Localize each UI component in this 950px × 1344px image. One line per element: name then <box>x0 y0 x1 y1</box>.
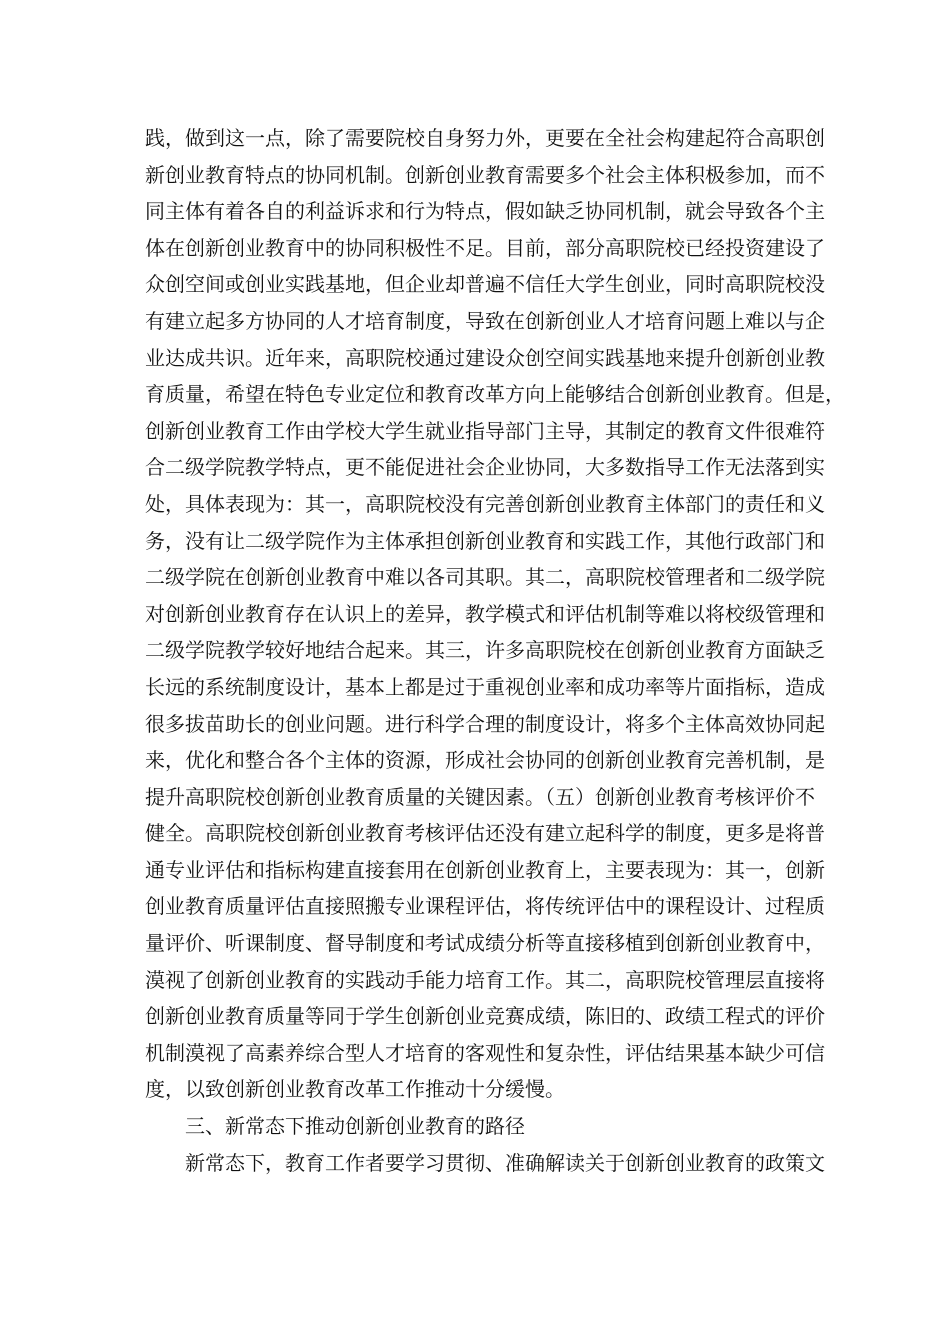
body-paragraph <box>145 120 845 1108</box>
text-line: 育质量，希望在特色专业定位和教育改革方向上能够结合创新创业教育。但是， <box>145 382 845 407</box>
text-line: 体在创新创业教育中的协同积极性不足。目前，部分高职院校已经投资建设了 <box>145 235 825 260</box>
text-line: 业达成共识。近年来，高职院校通过建设众创空间实践基地来提升创新创业教 <box>145 345 825 370</box>
text-line: 通专业评估和指标构建直接套用在创新创业教育上，主要表现为：其一，创新 <box>145 857 825 882</box>
text-line: 漠视了创新创业教育的实践动手能力培育工作。其二，高职院校管理层直接将 <box>145 967 825 992</box>
paragraph-start: 新常态下，教育工作者要学习贯彻、准确解读关于创新创业教育的政策文 <box>185 1150 825 1175</box>
text-line: 新创业教育特点的协同机制。创新创业教育需要多个社会主体积极参加，而不 <box>145 162 825 187</box>
text-line: 创新创业教育质量等同于学生创新创业竞赛成绩，陈旧的、政绩工程式的评价 <box>145 1004 825 1029</box>
text-line: 同主体有着各自的利益诉求和行为特点，假如缺乏协同机制，就会导致各个主 <box>145 199 825 224</box>
text-line: 对创新创业教育存在认识上的差异，教学模式和评估机制等难以将校级管理和 <box>145 601 825 626</box>
text-line: 创业教育质量评估直接照搬专业课程评估，将传统评估中的课程设计、过程质 <box>145 894 825 919</box>
text-line: 合二级学院教学特点，更不能促进社会企业协同，大多数指导工作无法落到实 <box>145 455 825 480</box>
text-line: 健全。高职院校创新创业教育考核评估还没有建立起科学的制度，更多是将普 <box>145 821 825 846</box>
text-line: 二级学院在创新创业教育中难以各司其职。其二，高职院校管理者和二级学院 <box>145 565 825 590</box>
text-line: 量评价、听课制度、督导制度和考试成绩分析等直接移植到创新创业教育中， <box>145 931 825 956</box>
text-line: 创新创业教育工作由学校大学生就业指导部门主导，其制定的教育文件很难符 <box>145 418 825 443</box>
text-line: 来，优化和整合各个主体的资源，形成社会协同的创新创业教育完善机制，是 <box>145 748 825 773</box>
text-line: 践，做到这一点，除了需要院校自身努力外，更要在全社会构建起符合高职创 <box>145 126 825 150</box>
text-line: 度，以致创新创业教育改革工作推动十分缓慢。 <box>145 1077 565 1102</box>
text-line: 有建立起多方协同的人才培育制度，导致在创新创业人才培育问题上难以与企 <box>145 308 825 333</box>
text-line: 机制漠视了高素养综合型人才培育的客观性和复杂性，评估结果基本缺少可信 <box>145 1040 825 1065</box>
text-line: 长远的系统制度设计，基本上都是过于重视创业率和成功率等片面指标，造成 <box>145 674 825 699</box>
section-heading: 三、新常态下推动创新创业教育的路径 <box>185 1114 525 1139</box>
text-line: 处，具体表现为：其一，高职院校没有完善创新创业教育主体部门的责任和义 <box>145 491 825 516</box>
document-page <box>145 120 845 1181</box>
text-line: 务，没有让二级学院作为主体承担创新创业教育和实践工作，其他行政部门和 <box>145 528 825 553</box>
text-line: 众创空间或创业实践基地，但企业却普遍不信任大学生创业，同时高职院校没 <box>145 272 825 297</box>
text-line: 很多拔苗助长的创业问题。进行科学合理的制度设计，将多个主体高效协同起 <box>145 711 825 736</box>
text-line: 提升高职院校创新创业教育质量的关键因素。（五）创新创业教育考核评价不 <box>145 784 815 809</box>
text-line: 二级学院教学较好地结合起来。其三，许多高职院校在创新创业教育方面缺乏 <box>145 638 825 663</box>
